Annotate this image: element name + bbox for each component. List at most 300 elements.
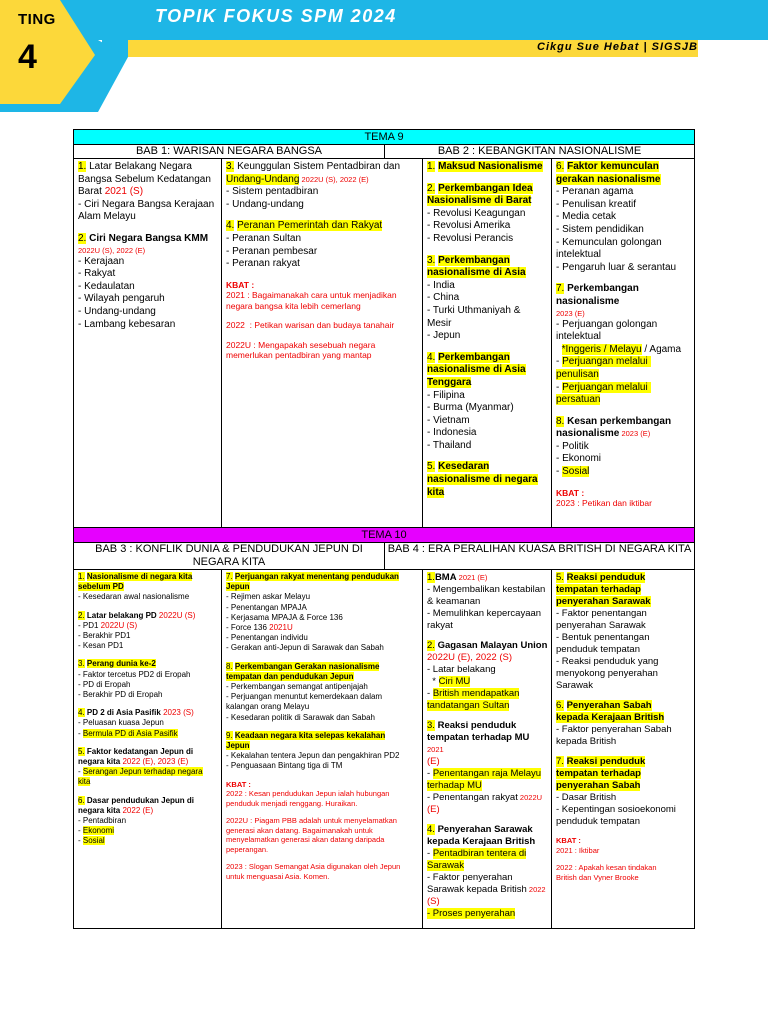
topic-line — [226, 603, 419, 613]
topic-line — [226, 731, 419, 741]
topic-line — [226, 826, 419, 836]
text-segment: - Faktor penyerahan Sabah — [556, 724, 672, 735]
text-segment: - Lambang kebesaran — [78, 318, 176, 330]
text-segment: 5. — [427, 461, 436, 473]
topic-line — [556, 344, 691, 357]
bab-4-col-b — [551, 570, 694, 928]
topic-line — [226, 340, 419, 351]
topic-line — [226, 174, 419, 187]
text-segment: 4. — [226, 220, 235, 232]
text-segment: - Kesedaran politik di Sarawak dan Sabah — [226, 712, 375, 722]
text-segment: KBAT : — [226, 779, 251, 789]
bab-1-col-a — [74, 159, 221, 527]
topic-line — [556, 453, 691, 466]
topic-line — [427, 487, 548, 500]
topic-line — [427, 620, 548, 632]
text-segment: PD 2 di Asia Pasifik — [84, 708, 161, 718]
topic-item — [78, 659, 218, 700]
text-segment: rakyat — [427, 620, 453, 631]
text-segment: - Kerajaan — [78, 255, 125, 267]
text-segment: - Penulisan kreatif — [556, 198, 637, 210]
topic-line — [427, 390, 548, 403]
text-segment: BMA — [434, 572, 457, 583]
topic-line — [556, 846, 691, 856]
text-segment: kepada British — [556, 736, 617, 747]
text-segment: Nasionalisme di Barat — [427, 195, 532, 207]
text-segment: nasionalisme di Asia — [427, 267, 526, 279]
text-segment: - Peranan agama — [556, 186, 634, 198]
topic-item — [427, 352, 548, 453]
topic-item — [556, 161, 691, 274]
topic-item — [427, 640, 548, 712]
text-segment: - Faktor tercetus PD2 di Eropah — [78, 669, 191, 679]
topic-line — [226, 702, 419, 712]
text-segment: Serangan Jepun terhadap negara — [82, 767, 203, 777]
text-segment: kita — [427, 486, 445, 498]
topic-line — [78, 680, 218, 690]
text-segment: Undang-Undang — [226, 173, 300, 185]
text-segment: - Peranan pembesar — [226, 245, 318, 257]
topic-line — [556, 863, 691, 873]
text-segment: KBAT : — [556, 836, 581, 845]
topic-line — [427, 596, 548, 608]
bab-2-col-b — [551, 159, 694, 527]
topic-line — [556, 283, 691, 296]
topic-line — [226, 751, 419, 761]
text-segment: nasionalisme — [556, 428, 620, 440]
text-segment: - PD di Eropah — [78, 679, 131, 689]
text-segment: Kesedaran — [438, 461, 490, 473]
text-segment: Reaksi penduduk — [566, 756, 646, 767]
topic-line — [556, 873, 691, 883]
text-segment: 3. — [427, 720, 435, 731]
topic-line — [427, 220, 548, 233]
text-segment: intelektual — [556, 249, 602, 261]
topic-item — [78, 611, 218, 652]
text-segment: Perkembangan — [438, 254, 510, 266]
text-segment: penduduk tempatan — [556, 816, 640, 827]
topic-line — [78, 199, 218, 212]
text-segment: Nasionalisme di negara kita — [86, 572, 193, 581]
topic-line — [226, 246, 419, 259]
topic-item — [78, 796, 218, 847]
text-segment: 3. — [78, 659, 85, 669]
text-segment: Jepun — [226, 741, 250, 751]
topic-line — [427, 884, 548, 896]
text-segment: - China — [427, 292, 460, 304]
text-segment: - Sistem pendidikan — [556, 223, 644, 235]
text-segment: - Jepun — [427, 330, 461, 342]
text-segment: - Gerakan anti-Jepun di Sarawak dan Sabah — [226, 643, 384, 653]
topic-line — [226, 682, 419, 692]
text-segment: (S) — [427, 896, 440, 907]
text-segment: - — [556, 381, 563, 393]
topic-item — [427, 824, 548, 920]
text-segment: negara kita — [78, 757, 121, 767]
topic-line — [226, 623, 419, 633]
topic-line — [556, 836, 691, 846]
text-segment: 2021 — [427, 733, 532, 754]
author-credit: Cikgu Sue Hebat | SIGSJB — [537, 41, 698, 53]
text-segment: 4. — [427, 351, 436, 363]
topic-line — [427, 183, 548, 196]
topic-item — [427, 255, 548, 343]
text-segment: penyerahan Sabah — [556, 780, 641, 791]
topic-line — [226, 662, 419, 672]
text-segment: tempatan terhadap — [556, 768, 641, 779]
tema-10-header: TEMA 10 — [74, 528, 694, 543]
topic-item — [427, 161, 548, 174]
topic-item — [556, 863, 691, 882]
topic-line — [556, 211, 691, 224]
text-segment: nasionalisme di Asia — [427, 364, 526, 376]
text-segment: - Kesan PD1 — [78, 641, 124, 651]
text-segment: - — [427, 688, 433, 699]
topic-line — [427, 352, 548, 365]
topic-line — [226, 592, 419, 602]
text-segment: - Reaksi penduduk yang — [556, 656, 659, 667]
text-segment: menyelamatkan generasi akan datang daripada — [226, 835, 385, 845]
text-segment: 2023 (E) — [556, 308, 585, 318]
topic-line — [427, 584, 548, 596]
topic-line — [78, 757, 218, 767]
topic-line — [78, 174, 218, 187]
text-segment: - Pentadbiran — [78, 816, 127, 826]
text-segment: Bangsa Sebelum Kedatangan — [78, 173, 211, 185]
topic-line — [226, 789, 419, 799]
text-segment: Perjuangan melalui persatuan — [556, 381, 651, 406]
topic-line — [556, 262, 691, 275]
topic-item — [226, 320, 419, 331]
topic-line — [78, 641, 218, 651]
topic-line — [556, 174, 691, 187]
topic-line — [556, 680, 691, 692]
text-segment: - — [78, 728, 83, 738]
text-segment: 2021 : Iktibar — [556, 845, 600, 855]
text-segment: 8. — [226, 661, 233, 671]
text-segment: Ekonomi — [82, 826, 115, 836]
topic-item — [556, 836, 691, 855]
topic-line — [78, 611, 218, 621]
text-segment: - Pengaruh luar & serantau — [556, 261, 677, 273]
topic-line — [78, 582, 218, 592]
text-segment: Latar belakang PD — [84, 610, 157, 620]
text-segment: - Perkembangan semangat antipenjajah — [226, 682, 368, 692]
topic-line — [427, 461, 548, 474]
topic-line — [556, 309, 691, 319]
text-segment: Barat — [78, 186, 105, 198]
text-segment: 2023 (E) — [619, 429, 651, 439]
text-segment: - — [556, 356, 563, 368]
tema-10-content — [74, 570, 694, 928]
text-segment: Alam Melayu — [78, 211, 136, 223]
bab-3-col-b — [221, 570, 422, 928]
topic-line — [556, 804, 691, 816]
text-segment: 2022U : Mengapakah sesebuah negara — [226, 339, 376, 350]
text-segment: - Dasar British — [556, 792, 617, 803]
topic-line — [78, 836, 218, 846]
topic-line — [427, 676, 548, 688]
topic-item — [226, 572, 419, 654]
topic-item — [78, 233, 218, 331]
bab-3-col-a — [74, 570, 221, 928]
topic-line — [556, 428, 691, 441]
text-segment: - Peluasan kuasa Jepun — [78, 718, 164, 728]
text-segment: peperangan. — [226, 844, 269, 854]
topic-line — [78, 826, 218, 836]
text-segment: Perkembangan — [564, 283, 639, 295]
topic-line — [556, 237, 691, 250]
text-segment — [556, 344, 562, 355]
topic-line — [78, 631, 218, 641]
text-segment: / Agama — [641, 343, 682, 355]
text-segment: Reaksi penduduk — [434, 720, 517, 731]
topic-line — [427, 161, 548, 174]
text-segment: - Mengembalikan kestabilan — [427, 584, 546, 595]
topic-line — [78, 690, 218, 700]
topic-line — [226, 582, 419, 592]
text-segment: - Rakyat — [78, 268, 116, 280]
text-segment: 1. — [427, 161, 436, 172]
text-segment: 2022 (E) — [120, 805, 154, 815]
text-segment: - Perjuangan golongan — [556, 318, 658, 330]
topic-line — [556, 668, 691, 680]
text-segment: Sosial — [562, 466, 590, 478]
text-segment: generasi akan datang. Bagaimanakah untuk — [226, 825, 373, 835]
text-segment: - Penentangan individu — [226, 633, 308, 643]
text-segment: (E) — [427, 804, 440, 815]
text-segment: 2021 (E) — [456, 573, 488, 582]
topic-line — [78, 211, 218, 224]
text-segment: British mendapatkan — [432, 688, 520, 699]
text-segment: - Turki Uthmaniyah & — [427, 304, 521, 316]
topic-line — [556, 441, 691, 454]
topic-line — [427, 330, 548, 343]
text-segment: 1. — [78, 572, 85, 581]
text-segment: sebelum PD — [78, 582, 124, 592]
text-segment: - — [427, 848, 433, 859]
topic-line — [78, 256, 218, 269]
text-segment: - Kekalahan tentera Jepun dan pengakhiran PD2 — [226, 751, 400, 761]
topic-line — [226, 872, 419, 882]
topic-line — [78, 293, 218, 306]
text-segment: - — [78, 836, 83, 846]
topic-line — [427, 280, 548, 293]
text-segment: - Wilayah pengaruh — [78, 293, 165, 305]
topic-line — [556, 224, 691, 237]
text-segment: 2. — [427, 640, 435, 651]
text-segment: kepada Kerajaan British — [427, 836, 536, 847]
topic-line — [78, 670, 218, 680]
topic-line — [226, 845, 419, 855]
topic-line — [556, 331, 691, 344]
text-segment: tandatangan Sultan — [427, 700, 510, 711]
text-segment: 4. — [78, 708, 85, 718]
text-segment: - Undang-undang — [78, 305, 156, 317]
text-segment: 2022U (E), 2022 (S) — [427, 652, 513, 663]
text-segment: - Berakhir PD1 — [78, 631, 131, 641]
topic-line — [78, 747, 218, 757]
text-segment: - — [427, 768, 433, 779]
text-segment: Dasar pendudukan Jepun di — [84, 795, 195, 805]
topic-line — [427, 732, 548, 756]
text-segment: Sarawak kepada British — [427, 884, 527, 895]
topic-item — [556, 756, 691, 828]
topic-item — [226, 280, 419, 312]
text-segment: - — [556, 466, 563, 478]
text-segment: - Politik — [556, 440, 589, 452]
text-segment: Penentangan raja Melayu — [432, 768, 542, 779]
text-segment: - — [78, 767, 83, 777]
text-segment: Maksud Nasionalisme — [438, 161, 543, 172]
topic-line — [78, 816, 218, 826]
text-segment: Pentadbiran tentera di — [432, 848, 527, 859]
topic-line — [556, 816, 691, 828]
text-segment: 2. — [78, 232, 87, 244]
topic-line — [226, 761, 419, 771]
text-segment: - Undang-undang — [226, 198, 304, 210]
text-segment: Ciri Negara Bangsa KMM — [86, 232, 209, 244]
topic-line — [427, 664, 548, 676]
topic-line — [78, 796, 218, 806]
text-segment: Kesan perkembangan — [564, 415, 672, 427]
topic-line — [556, 780, 691, 792]
text-segment: 2023 (S) — [160, 708, 194, 718]
topic-line — [556, 700, 691, 712]
topic-item — [78, 747, 218, 788]
topic-item — [78, 572, 218, 603]
topic-line — [78, 718, 218, 728]
text-segment: Keadaan negara kita selepas kekalahan — [234, 730, 386, 740]
text-segment: (E) — [427, 756, 440, 767]
topic-line — [226, 672, 419, 682]
topic-line — [226, 161, 419, 174]
tema-9-content — [74, 159, 694, 528]
page-title: TOPIK FOKUS SPM 2024 — [155, 6, 397, 26]
text-segment: 4. — [427, 824, 435, 835]
text-segment: Penyerahan Sabah — [566, 700, 652, 711]
topic-line — [427, 824, 548, 836]
text-segment: 1. — [78, 161, 87, 172]
bab-row-1 — [74, 145, 694, 159]
text-segment: - Media cetak — [556, 211, 617, 223]
topic-line — [226, 692, 419, 702]
ting-label: TING — [18, 11, 56, 28]
text-segment: 2022U (S), 2022 (E) — [299, 174, 369, 184]
topic-line — [78, 233, 218, 246]
text-segment: - Vietnam — [427, 414, 470, 426]
topic-line — [427, 688, 548, 700]
topic-line — [226, 633, 419, 643]
text-segment: *Inggeris / Melayu — [561, 343, 642, 355]
topic-line — [427, 896, 548, 908]
text-segment: Perkembangan — [438, 351, 510, 363]
topic-line — [226, 835, 419, 845]
text-segment: penyerahan Sarawak — [556, 596, 651, 607]
topic-line — [427, 208, 548, 221]
topic-line — [556, 736, 691, 748]
topic-item — [556, 283, 691, 406]
topic-line — [226, 258, 419, 271]
text-segment: 7. — [556, 756, 564, 767]
text-segment: 2021U — [269, 623, 293, 633]
topic-line — [427, 804, 548, 816]
text-segment: - Peranan rakyat — [226, 258, 300, 270]
text-segment: 2022 (E), 2023 (E) — [120, 757, 189, 767]
text-segment: gerakan nasionalisme — [556, 173, 661, 185]
topic-line — [556, 466, 691, 479]
text-segment: negara bangsa kita lebih cemerlang — [226, 300, 361, 311]
topic-item — [226, 731, 419, 772]
text-segment: Keunggulan Sistem Pentadbiran dan — [234, 161, 401, 172]
topic-line — [427, 908, 548, 920]
text-segment: - Force 136 — [226, 623, 270, 633]
topic-item — [427, 461, 548, 499]
topic-line — [78, 592, 218, 602]
topic-line — [78, 281, 218, 294]
topic-item — [226, 220, 419, 270]
topic-line — [556, 498, 691, 509]
topic-line — [556, 572, 691, 584]
topic-line — [226, 741, 419, 751]
topic-line — [226, 816, 419, 826]
topic-line — [427, 415, 548, 428]
topic-line — [226, 613, 419, 623]
topic-line — [427, 768, 548, 780]
topic-line — [427, 848, 548, 860]
text-segment: penduduk menjadi renggang. Huraikan. — [226, 798, 358, 808]
topic-line — [556, 199, 691, 212]
topic-line — [226, 350, 419, 361]
topic-line — [427, 318, 548, 331]
text-segment: - Penentangan MPAJA — [226, 602, 307, 612]
bab-2-title: BAB 2 : KEBANGKITAN NASIONALISME — [384, 145, 694, 158]
topic-line — [556, 768, 691, 780]
text-segment: - Perjuangan menuntut kemerdekaan dalam — [226, 692, 383, 702]
text-segment: - Proses penyerahan — [427, 908, 516, 919]
topic-line — [427, 700, 548, 712]
text-segment: Faktor kemunculan — [567, 161, 659, 172]
topic-line — [427, 305, 548, 318]
topic-item — [556, 416, 691, 479]
text-segment: 6. — [556, 700, 564, 711]
text-segment: Faktor kedatangan Jepun di — [84, 746, 194, 756]
text-segment: 6. — [556, 161, 565, 172]
topic-line — [427, 652, 548, 664]
text-segment: 2022 — [526, 885, 546, 894]
text-segment: 7. — [556, 283, 565, 295]
text-segment: kita — [78, 777, 91, 787]
text-segment: 2021 : Bagaimanakah cara untuk menjadikan — [226, 290, 397, 301]
text-segment: - Memulihkan kepercayaan — [427, 608, 542, 619]
text-segment: KBAT : — [226, 279, 255, 290]
text-segment: - Kesedaran awal nasionalisme — [78, 592, 190, 602]
text-segment: Perang dunia ke-2 — [86, 659, 156, 669]
topic-line — [226, 301, 419, 312]
bab-3-title: BAB 3 : KONFLIK DUNIA & PENDUDUKAN JEPUN DI NEGARA KITA — [95, 543, 363, 568]
text-segment: - Penguasaan Bintang tiga di TM — [226, 761, 343, 771]
text-segment: - Latar belakang — [427, 664, 496, 675]
topic-line — [78, 161, 218, 174]
text-segment: & keamanan — [427, 596, 481, 607]
text-segment: tempatan terhadap — [556, 584, 641, 595]
topic-line — [556, 712, 691, 724]
topic-line — [427, 474, 548, 487]
topic-line — [226, 186, 419, 199]
topic-line — [427, 836, 548, 848]
text-segment: 2023 : Petikan dan iktibar — [556, 498, 652, 509]
text-segment: Peranan Pemerintah dan Rakyat — [237, 220, 383, 232]
